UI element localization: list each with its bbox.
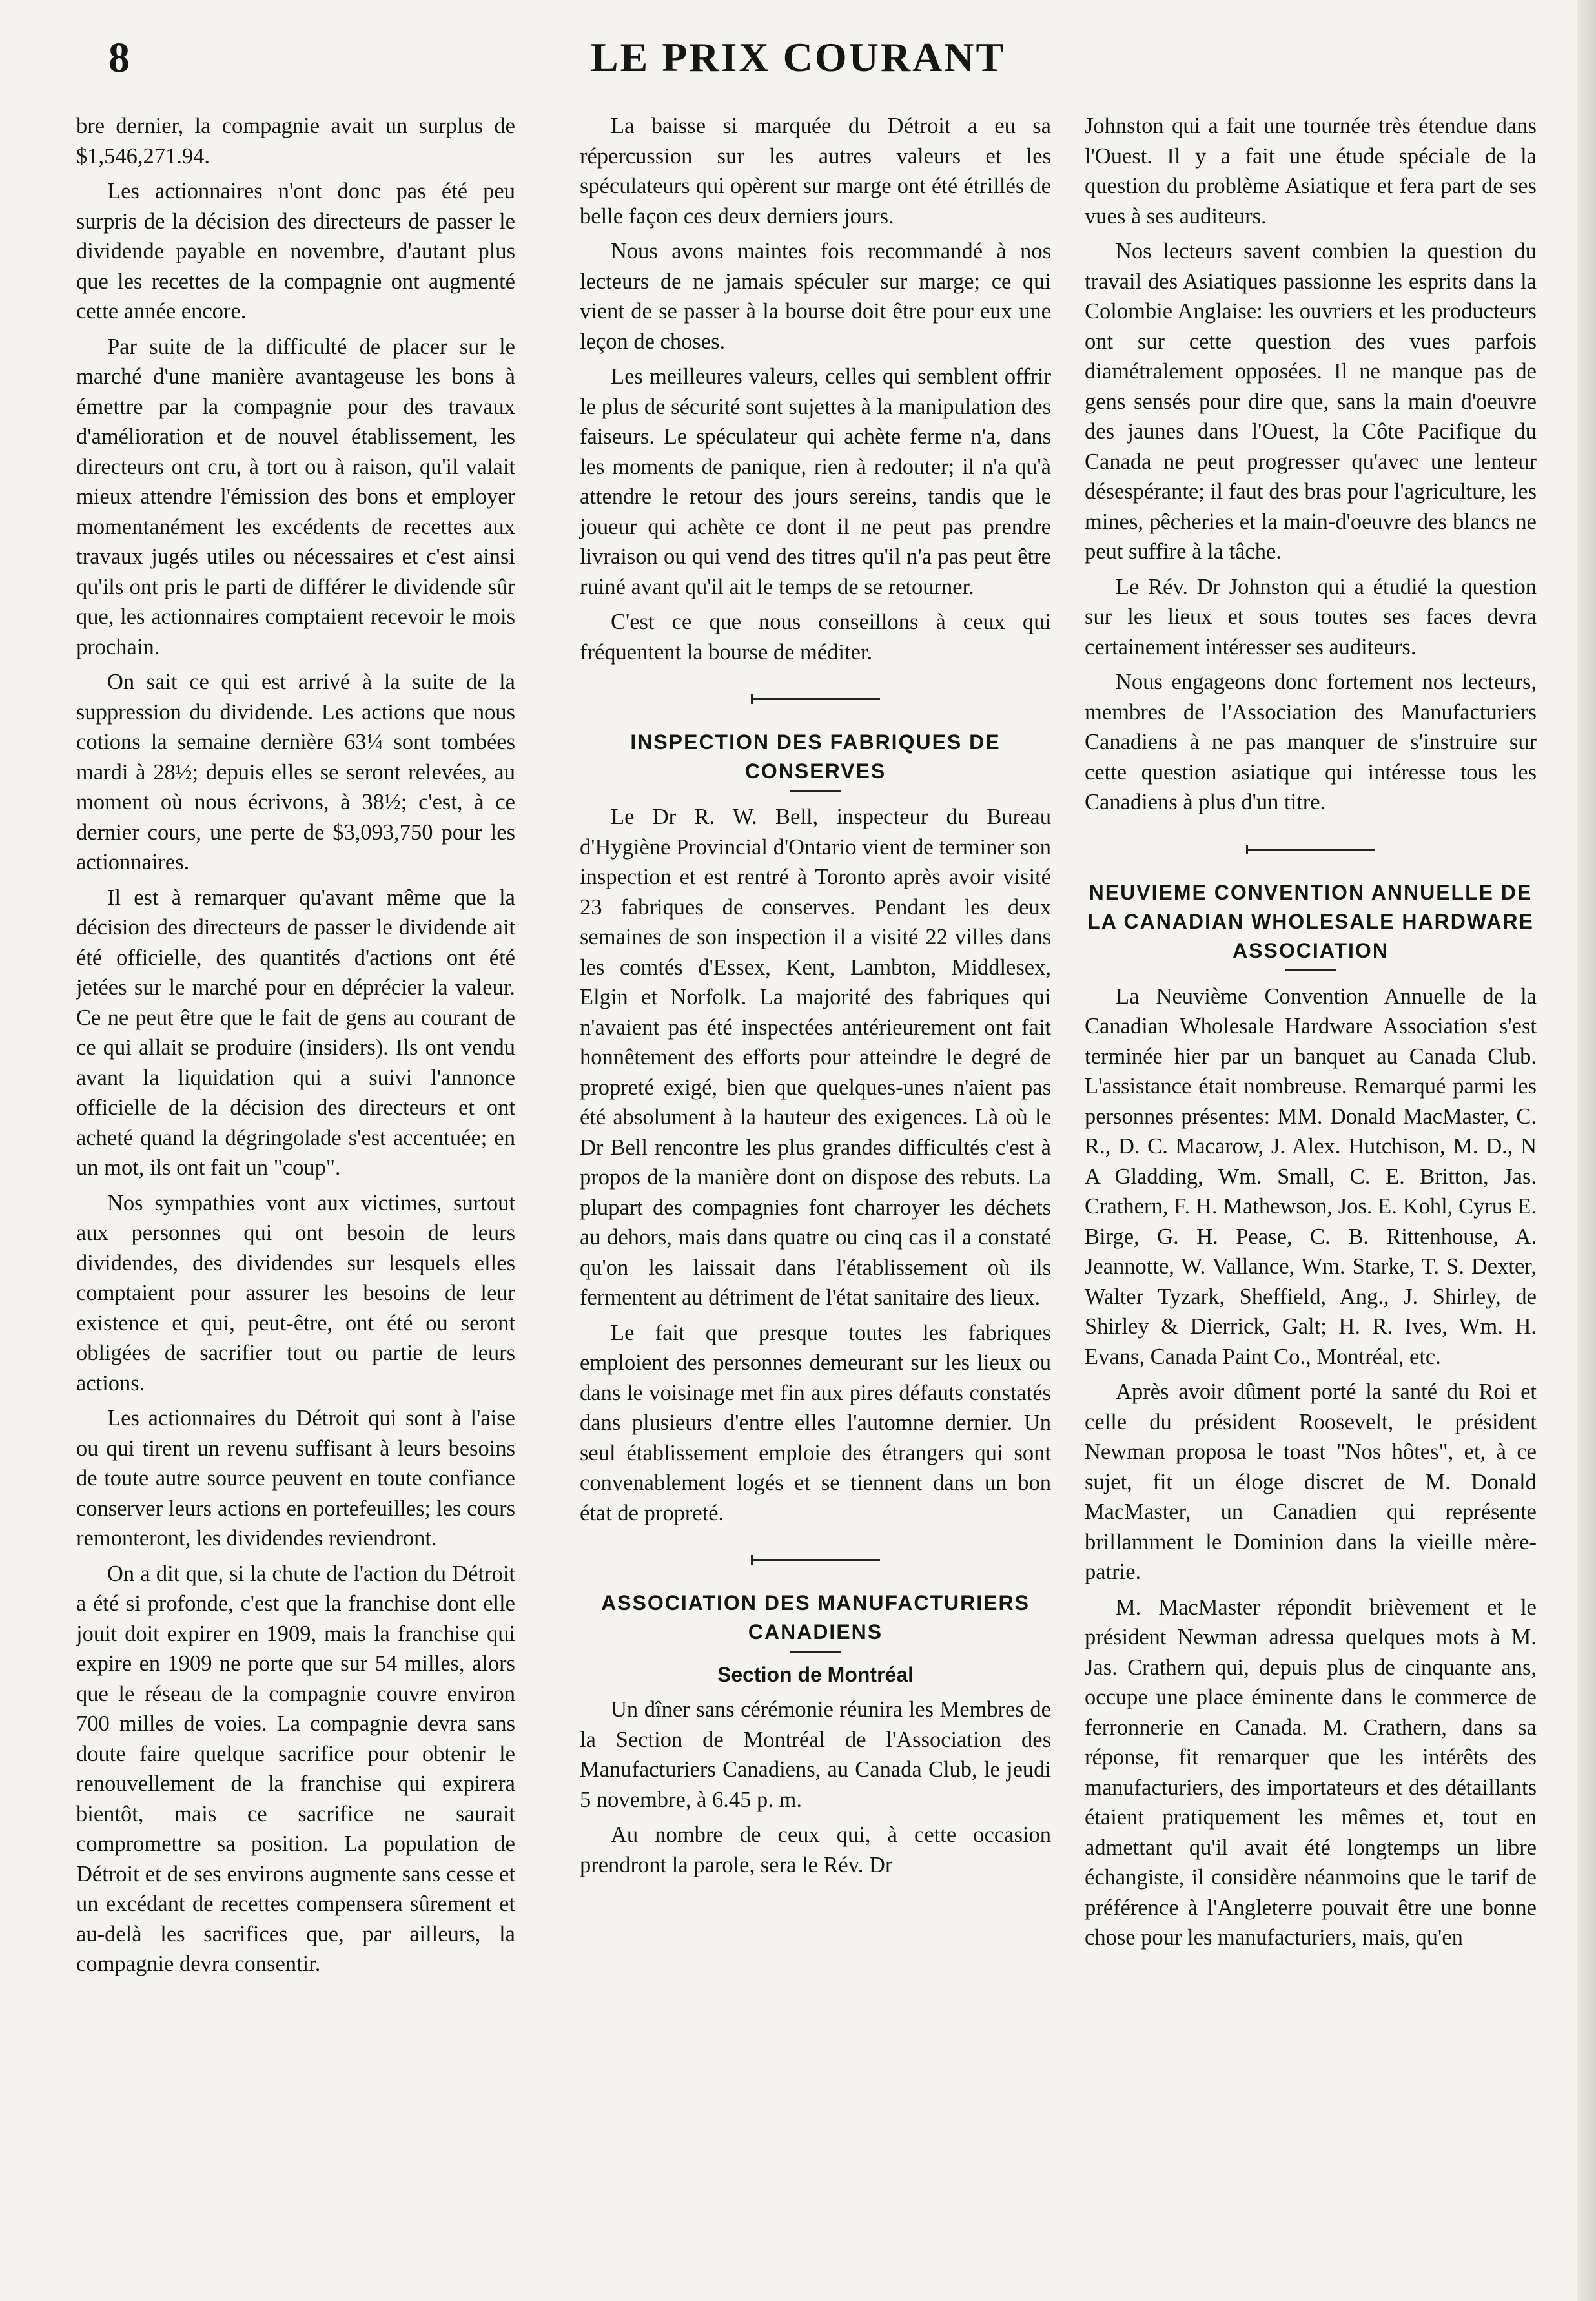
col2-paragraph: Le fait que presque toutes les fabriques emploient des personnes demeurant sur les lieux ou dans le voisinage met fin aux pires défauts constatés dans plusieurs d'entre elles l'automne dernier. Un seul établissement emploie des étrangers qui sont convenablement logés et se tiennent dans un bon état de propreté. xyxy=(580,1320,1051,1525)
col3-paragraph: Le Rév. Dr Johnston qui a étudié la question sur les lieux et sous toutes ses faces devra certainement intéresser ses auditeurs. xyxy=(1085,574,1537,659)
section-subheading: Section de Montréal xyxy=(717,1663,914,1686)
column-1 xyxy=(76,111,515,1985)
association-heading: ASSOCIATION DES MANUFACTURIERS CANADIENS xyxy=(601,1591,1030,1644)
col2-paragraph: La baisse si marquée du Détroit a eu sa répercussion sur les autres valeurs et les spéculateurs qui opèrent sur marge ont été étrillés de belle façon ces deux derniers jours. xyxy=(580,114,1051,229)
col2-paragraph: Les meilleures valeurs, celles qui semblent offrir le plus de sécurité sont sujettes à la manipulation des faiseurs. Le spéculateur qui achète ferme n'a, dans les moments de panique, rien à redouter; il n'a qu'à attendre le retour des jours sereins, tandis que le joueur qui achète ce dont il ne peut pas prendre livraison ou qui vend des titres qu'il n'a pas peut être ruiné avant qu'il ait le temps de se retourner. xyxy=(580,364,1051,599)
masthead-title: LE PRIX COURANT xyxy=(590,34,1006,80)
col3-paragraph: Après avoir dûment porté la santé du Roi et celle du président Roosevelt, le président Newman proposa le toast "Nos hôtes", et, à ce sujet, fit un éloge discret de M. Donald MacMaster, un Canadien qui représente brillamment le Dominion dans la vieille mère-patrie. xyxy=(1085,1379,1537,1584)
heading-rule xyxy=(790,1651,841,1653)
section-divider xyxy=(1085,837,1537,863)
heading-rule xyxy=(790,790,841,792)
col2-paragraph: Nous avons maintes fois recommandé à nos lecteurs de ne jamais spéculer sur marge; ce qui vient de se passer à la bourse doit être pour eux une leçon de choses. xyxy=(580,239,1051,354)
convention-heading: NEUVIEME CONVENTION ANNUELLE DE LA CANADIAN WHOLESALE HARDWARE ASSOCIATION xyxy=(1087,880,1534,962)
section-divider xyxy=(580,686,1051,712)
page-edge-shadow xyxy=(1577,0,1596,2301)
col2-paragraph: Le Dr R. W. Bell, inspecteur du Bureau d'Hygiène Provincial d'Ontario vient de terminer son inspection et est rentré à Toronto après avoir visité 23 fabriques de conserves. Pendant les deux semaines de son inspection il a visité 22 villes dans les comtés d'Essex, Kent, Lambton, Middlesex, Elgin et Norfolk. La majorité des fabriques qui n'avaient pas été inspectées antérieurement ont fait honnêtement des efforts pour atteindre le degré de propreté exigé, bien que quelques-unes n'aient pas été absolument à la hauteur des exigences. Là où le Dr Bell rencontre les plus grandes difficultés c'est à propos de la manière dont on dispose des rebuts. La plupart des compagnies font charroyer les déchets au dehors, mais dans quatre ou cinq cas il a constaté qu'on les laissait dans l'établissement où ils fermentent au détriment de l'état sanitaire des lieux. xyxy=(580,805,1051,1310)
inspection-heading: INSPECTION DES FABRIQUES DE CONSERVES xyxy=(630,730,1001,783)
col3-paragraph: Johnston qui a fait une tournée très étendue dans l'Ouest. Il y a fait une étude spéciale de la question du problème Asiatique et fera part de ses vues à ses auditeurs. xyxy=(1085,114,1537,229)
column-2 xyxy=(580,111,1051,1885)
col1-paragraph: On a dit que, si la chute de l'action du Détroit a été si profonde, c'est que la franchise dont elle jouit doit expirer en 1909, mais la franchise qui expire en 1909 ne porte que sur 54 milles, alors que le réseau de la compagnie couvre environ 700 milles de voies. La compagnie devra sans doute faire quelque sacrifice pour obtenir le renouvellement de la franchise qui expirera bientôt, mais ce sacrifice ne saurait compromettre sa position. La population de Détroit et de ses environs augmente sans cesse et un excédant de recettes compensera sûrement et au-delà les sacrifices que, par ailleurs, la compagnie devra consentir. xyxy=(76,1561,515,1976)
col3-paragraph: Nos lecteurs savent combien la question du travail des Asiatiques passionne les esprits dans la Colombie Anglaise: les ouvriers et les producteurs ont sur cette question des vues parfois diamétralement opposées. Il ne manque pas de gens sensés pour dire que, sans la main d'oeuvre des jaunes dans l'Ouest, la Côte Pacifique du Canada ne peut progresser qu'avec une lenteur désespérante; il faut des bras pour l'agriculture, les mines, pêcheries et la main-d'oeuvre des blancs ne peut suffire à la tâche. xyxy=(1085,239,1537,564)
col1-paragraph: Les actionnaires du Détroit qui sont à l'aise ou qui tirent un revenu suffisant à leurs besoins de toute autre source peuvent en toute confiance conserver leurs actions en portefeuilles; les cours remonteront, les dividendes reviendront. xyxy=(76,1406,515,1551)
col2-paragraph: Un dîner sans cérémonie réunira les Membres de la Section de Montréal de l'Association des Manufacturiers Canadiens, au Canada Club, le jeudi 5 novembre, à 6.45 p. m. xyxy=(580,1697,1051,1812)
col2-paragraph: Au nombre de ceux qui, à cette occasion prendront la parole, sera le Rév. Dr xyxy=(580,1822,1051,1877)
col1-paragraph: Nos sympathies vont aux victimes, surtout aux personnes qui ont besoin de leurs dividendes, des dividendes sur lesquels elles comptaient pour assurer les besoins de leur existence et qui, peut-être, ont été ou seront obligées de sacrifier tout ou partie de leurs actions. xyxy=(76,1190,515,1396)
col2-paragraph: C'est ce que nous conseillons à ceux qui fréquentent la bourse de méditer. xyxy=(580,610,1051,665)
col1-paragraph: Il est à remarquer qu'avant même que la décision des directeurs de passer le dividende ait été officielle, des quantités d'actions ont été jetées sur le marché pour en déprécier la valeur. Ce ne peut être que le fait de gens au courant de ce qui allait se produire (insiders). Ils ont vendu avant la liquidation qui a suivi l'annonce officielle de la décision des directeurs et ont acheté quand la dégringolade s'est accentuée; en un mot, ils ont fait un "coup". xyxy=(76,885,515,1180)
section-divider xyxy=(580,1547,1051,1573)
col1-paragraph: Les actionnaires n'ont donc pas été peu surpris de la décision des directeurs de passer le dividende payable en novembre, d'autant plus que les recettes de la compagnie ont augmenté cette année encore. xyxy=(76,179,515,324)
col1-paragraph: On sait ce qui est arrivé à la suite de la suppression du dividende. Les actions que nous cotions la semaine dernière 63¼ sont tombées mardi à 28½; depuis elles se seront relevées, au moment où nous écrivons, à 38½; c'est, à ce dernier cours, une perte de $3,093,750 pour les actionnaires. xyxy=(76,670,515,874)
page-number: 8 xyxy=(108,34,130,81)
col1-paragraph: Par suite de la difficulté de placer sur le marché d'une manière avantageuse les bons à émettre par la compagnie pour des travaux d'amélioration et de nouvel établissement, les directeurs ont cru, à tort ou à raison, qu'il valait mieux attendre l'émission des bons et employer momentanément les excédents de recettes aux travaux jugés utiles ou nécessaires et c'est ainsi qu'ils ont pris le parti de différer le dividende sûr que, les actionnaires comptaient recevoir le mois prochain. xyxy=(76,334,515,659)
col3-paragraph: La Neuvième Convention Annuelle de la Canadian Wholesale Hardware Association s'est terminée hier par un banquet au Canada Club. L'assistance était nombreuse. Remarqué parmi les personnes présentes: MM. Donald MacMaster, C. R., D. C. Macarow, J. Alex. Hutchison, M. D., N A Gladding, Wm. Small, C. E. Britton, Jas. Crathern, F. H. Mathewson, Jos. E. Kohl, Cyrus E. Birge, G. H. Pease, C. B. Rittenhouse, A. Jeannotte, W. Vallance, Wm. Starke, T. S. Dexter, Walter Tyzark, Sheffield, Ang., J. Shirley, de Shirley & Dierrick, Galt; H. R. Ives, Wm. H. Evans, Canada Paint Co., Montréal, etc. xyxy=(1085,984,1537,1369)
col1-paragraph: bre dernier, la compagnie avait un surplus de $1,546,271.94. xyxy=(76,114,515,169)
col3-paragraph: M. MacMaster répondit brièvement et le président Newman adressa quelques mots à M. Jas. Crathern qui, depuis plus de cinquante ans, occupe une place éminente dans le commerce de ferronnerie en Canada. M. Crathern, dans sa réponse, fit remarquer que les intérêts des manufacturiers, des importateurs et des détaillants étaient pratiquement les mêmes et, tout en admettant qu'il avait été longtemps un libre échangiste, il considère néanmoins que le tarif de préférence à l'Angleterre pouvait être une bonne chose pour les manufacturiers, mais, qu'en xyxy=(1085,1594,1537,1950)
column-3 xyxy=(1085,111,1537,1958)
heading-rule xyxy=(1285,969,1336,971)
col3-paragraph: Nous engageons donc fortement nos lecteurs, membres de l'Association des Manufacturiers Canadiens à ne pas manquer de s'instruire sur cette question asiatique qui intéresse tous les Canadiens à plus d'un titre. xyxy=(1085,670,1537,814)
